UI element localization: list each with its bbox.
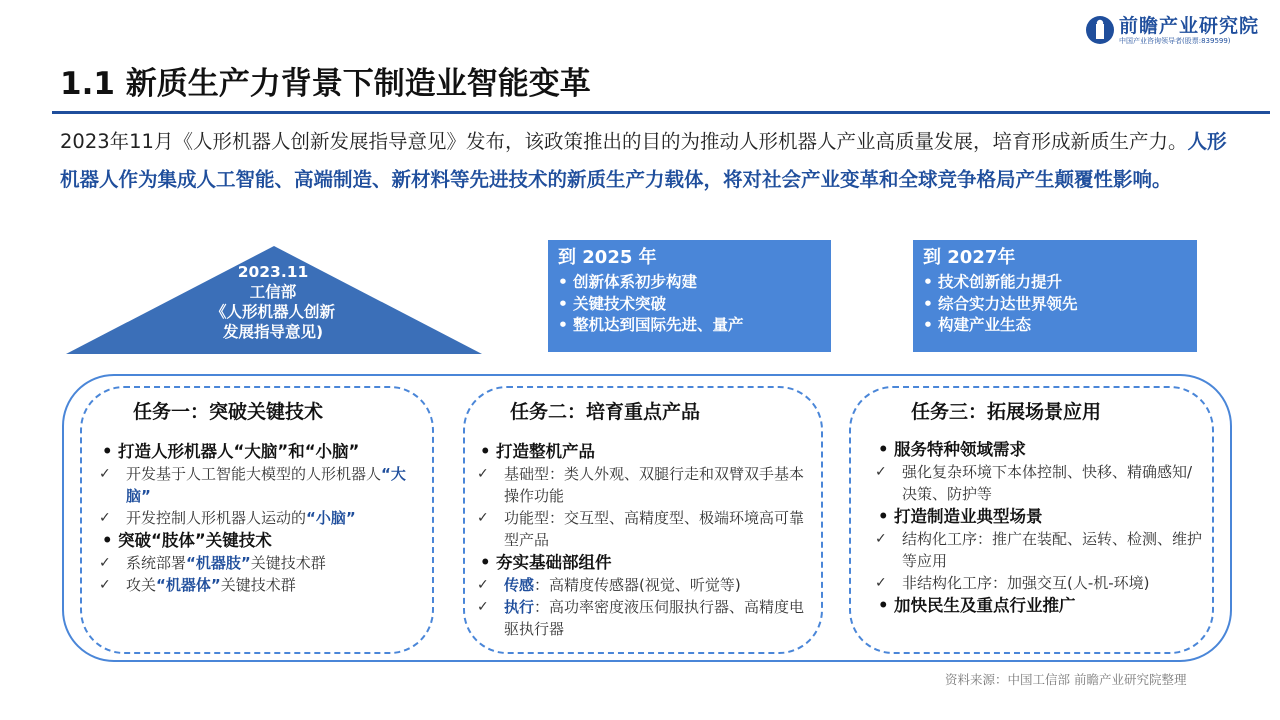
task-one-item: ✓ 系统部署“机器肢”关键技术群 bbox=[99, 554, 326, 572]
check-icon: ✓ bbox=[875, 464, 887, 480]
source-note: 资料来源：中国工信部 前瞻产业研究院整理 bbox=[945, 672, 1187, 687]
policy-label bbox=[160, 262, 386, 342]
check-icon: ✓ bbox=[875, 575, 887, 591]
goal-2027-item: • 构建产业生态 bbox=[923, 316, 1032, 334]
task-two-item: ✓ 执行：高功率密度液压伺服执行器、高精度电驱执行器 bbox=[477, 598, 805, 638]
task-one-body bbox=[96, 440, 426, 596]
policy-doc-line1: 《人形机器人创新 bbox=[210, 303, 335, 321]
check-icon: ✓ bbox=[477, 510, 489, 526]
task-three-item: ✓ 强化复杂环境下本体控制、快移、精确感知/决策、防护等 bbox=[875, 463, 1193, 503]
task-two-item: ✓ 传感：高精度传感器(视觉、听觉等) bbox=[477, 576, 741, 594]
title-divider bbox=[52, 111, 1270, 114]
policy-dept: 工信部 bbox=[249, 283, 297, 301]
task-two-item: ✓ 功能型：交互型、高精度型、极端环境高可靠型产品 bbox=[477, 509, 805, 549]
task-two-item: ✓ 基础型：类人外观、双腿行走和双臂双手基本操作功能 bbox=[477, 465, 805, 505]
task-one-heading: • 突破“肢体”关键技术 bbox=[102, 531, 272, 550]
intro-paragraph bbox=[60, 123, 1230, 199]
intro-text: 2023年11月《人形机器人创新发展指导意见》发布，该政策推出的目的为推动人形机器人产业高质量发展，培育形成新质生产力。 bbox=[60, 130, 1188, 153]
brand-name: 前瞻产业研究院 bbox=[1119, 14, 1260, 37]
goal-2025-box bbox=[548, 240, 831, 352]
check-icon: ✓ bbox=[99, 577, 111, 593]
brand-logo bbox=[1085, 12, 1265, 48]
task-three-item: ✓ 结构化工序：推广在装配、运转、检测、维护等应用 bbox=[875, 530, 1203, 570]
goal-2027-box bbox=[913, 240, 1197, 352]
goal-2027-item: • 技术创新能力提升 bbox=[923, 273, 1063, 291]
task-one-item: ✓ 开发基于人工智能大模型的人形机器人“大脑” bbox=[99, 465, 406, 505]
goal-2025-item: • 创新体系初步构建 bbox=[558, 273, 698, 291]
task-three-item: ✓ 非结构化工序：加强交互(人-机-环境) bbox=[875, 574, 1150, 592]
task-two-heading: • 夯实基础部组件 bbox=[480, 553, 612, 572]
check-icon: ✓ bbox=[477, 577, 489, 593]
policy-date: 2023.11 bbox=[237, 263, 309, 281]
check-icon: ✓ bbox=[875, 531, 887, 547]
task-two-heading: • 打造整机产品 bbox=[480, 442, 595, 461]
goal-2025-title: 到 2025 年 bbox=[558, 247, 657, 268]
task-three-heading: • 打造制造业典型场景 bbox=[878, 507, 1043, 526]
task-three-heading: • 服务特种领域需求 bbox=[878, 440, 1026, 459]
goal-2025-item: • 整机达到国际先进、量产 bbox=[558, 316, 744, 334]
check-icon: ✓ bbox=[99, 466, 111, 482]
intro-highlight: 人形机器人作为集成人工智能、高端制造、新材料等先进技术的新质生产力载体，将对社会产业变革和全球竞争格局产生颠覆性影响。 bbox=[60, 130, 1227, 191]
brand-tagline: 中国产业咨询领导者(股票:839599) bbox=[1119, 36, 1231, 45]
task-two-title: 任务二：培育重点产品 bbox=[510, 401, 701, 423]
check-icon: ✓ bbox=[477, 466, 489, 482]
task-three-heading: • 加快民生及重点行业推广 bbox=[878, 596, 1076, 615]
goal-2027-title: 到 2027年 bbox=[923, 247, 1016, 268]
page-title: 1.1 新质生产力背景下制造业智能变革 bbox=[60, 66, 591, 102]
policy-doc-line2: 发展指导意见) bbox=[222, 323, 324, 341]
brand-logo-icon bbox=[1085, 15, 1115, 45]
task-three-title: 任务三：拓展场景应用 bbox=[911, 401, 1102, 423]
task-one-heading: • 打造人形机器人“大脑”和“小脑” bbox=[102, 442, 360, 461]
task-one-title: 任务一：突破关键技术 bbox=[133, 401, 324, 423]
goal-2025-item: • 关键技术突破 bbox=[558, 294, 667, 313]
task-two-body bbox=[474, 440, 812, 640]
task-one-item: ✓ 开发控制人形机器人运动的“小脑” bbox=[99, 509, 356, 527]
task-three-body bbox=[872, 438, 1202, 617]
goal-2027-item: • 综合实力达世界领先 bbox=[923, 294, 1078, 313]
check-icon: ✓ bbox=[99, 555, 111, 571]
check-icon: ✓ bbox=[99, 510, 111, 526]
task-one-item: ✓ 攻关“机器体”关键技术群 bbox=[99, 576, 296, 594]
check-icon: ✓ bbox=[477, 599, 489, 615]
